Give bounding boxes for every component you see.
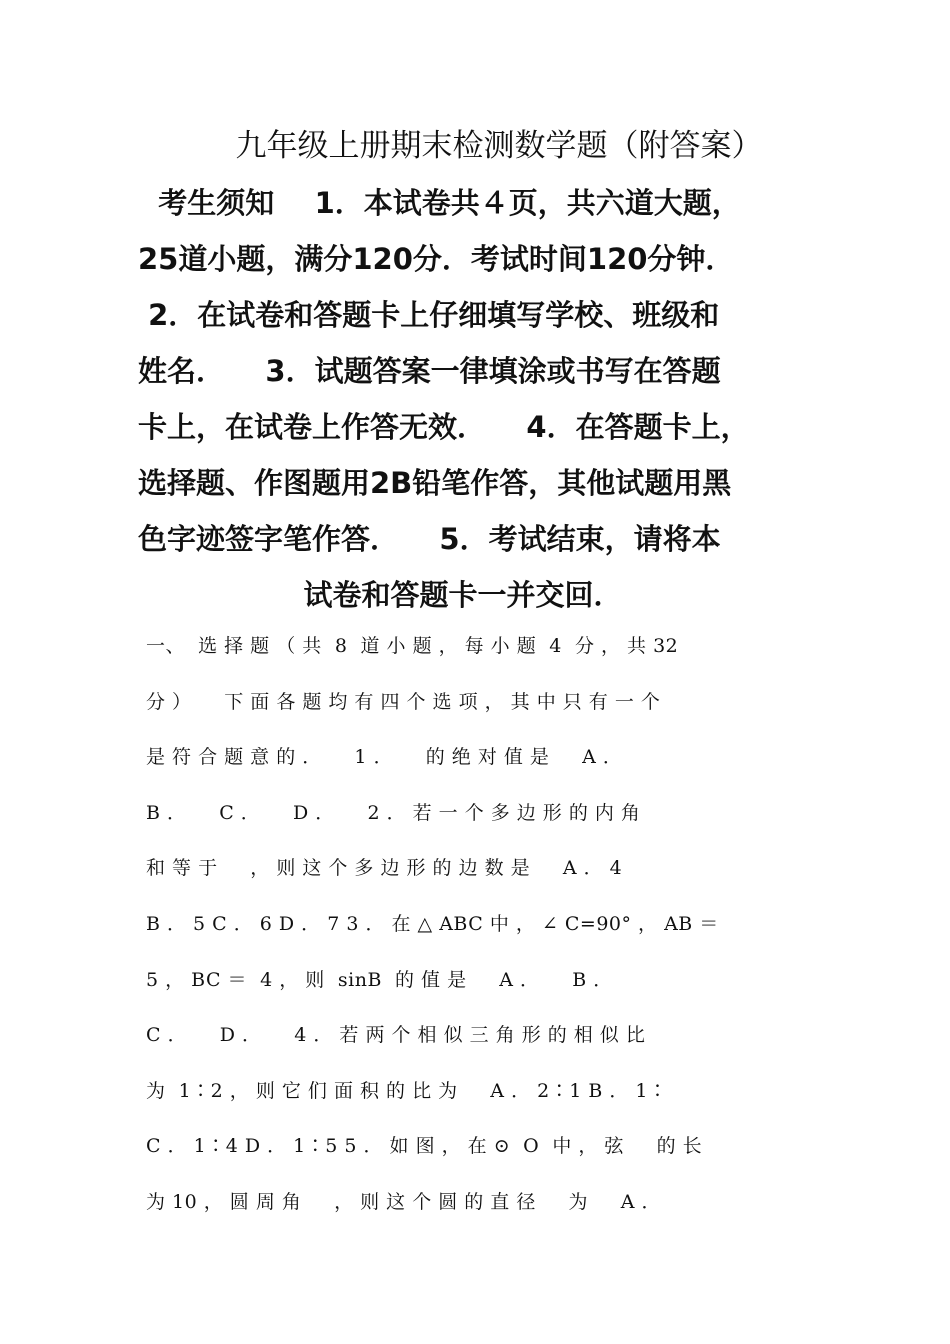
question-line: B ． C ． D ． 2 ． 若 一 个 多 边 形 的 内 角 <box>146 801 641 824</box>
question-line: 为 10 ， 圆 周 角 ， 则 这 个 圆 的 直 径 为 A ． <box>146 1190 662 1213</box>
notice-line: 2．在试卷和答题卡上仔细填写学校、班级和 <box>138 298 720 332</box>
notice-line: 25道小题，满分120分．考试时间120分钟． <box>138 242 735 276</box>
question-section <box>146 626 806 1238</box>
question-line: 和 等 于 ， 则 这 个 多 边 形 的 边 数 是 A ． 4 <box>146 857 623 880</box>
notice-line: 选择题、作图题用2B铅笔作答，其他试题用黑 <box>138 466 732 500</box>
notice-line: 色字迹签字笔作答． 5．考试结束，请将本 <box>138 522 721 556</box>
exam-notice <box>138 178 828 626</box>
question-line: B ． 5 C ． 6 D ． 7 3 ． 在 △ ABC 中 ， ∠ C=90° ， AB ＝ <box>146 912 719 935</box>
question-line: C ． 1∶4 D ． 1∶5 5 ． 如 图 ， 在 ⊙ O 中 ， 弦 的 长 <box>146 1135 703 1158</box>
question-line: 为 1∶2 ， 则 它 们 面 积 的 比 为 A ． 2∶1 B ． 1∶ <box>146 1079 668 1102</box>
question-line: 一、 选 择 题 （ 共 8 道 小 题 ， 每 小 题 4 分 ， 共 32 <box>146 635 679 657</box>
notice-line: 考生须知 1．本试卷共４页，共六道大题， <box>138 186 741 220</box>
question-line: C ． D ． 4 ． 若 两 个 相 似 三 角 形 的 相 似 比 <box>146 1024 646 1047</box>
notice-line: 姓名． 3．试题答案一律填涂或书写在答题 <box>138 354 721 388</box>
document-title: 九年级上册期末检测数学题（附答案） <box>235 128 763 164</box>
question-line: 分 ） 下 面 各 题 均 有 四 个 选 项 ， 其 中 只 有 一 个 <box>146 690 661 713</box>
question-line: 是 符 合 题 意 的 ． 1 ． 的 绝 对 值 是 A ． <box>146 746 623 769</box>
notice-line: 卡上，在试卷上作答无效． 4．在答题卡上， <box>138 410 750 444</box>
notice-line: 试卷和答题卡一并交回． <box>303 578 623 612</box>
question-line: 5 ， BC ＝ 4 ， 则 sinB 的 值 是 A ． B ． <box>146 968 613 991</box>
